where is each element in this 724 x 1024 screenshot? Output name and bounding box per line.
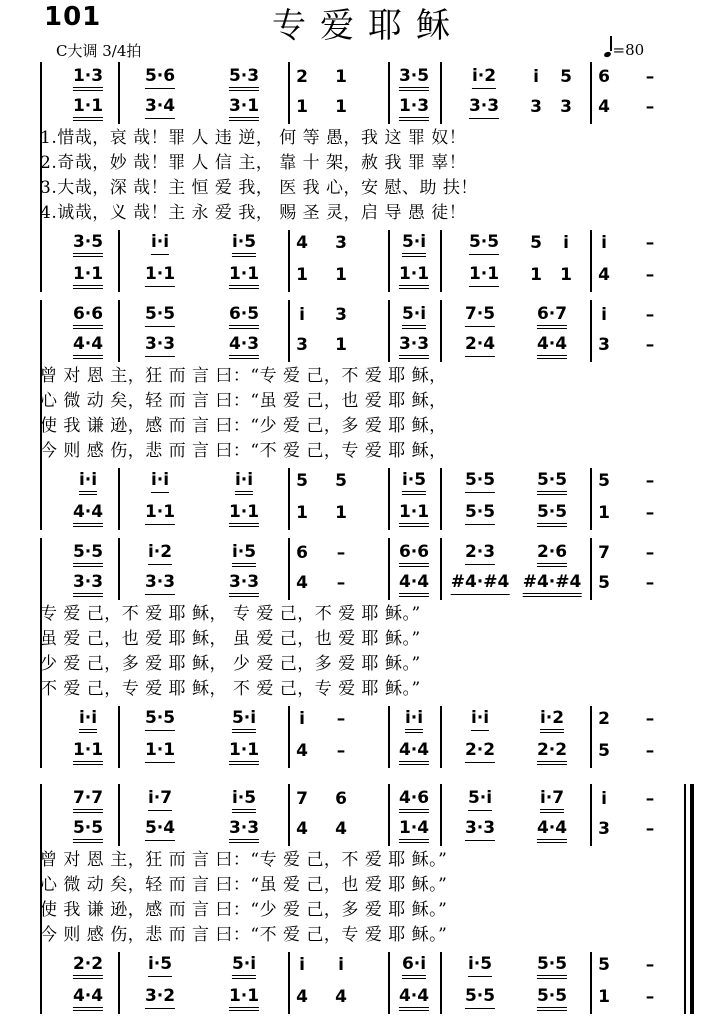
notation-row bbox=[0, 264, 724, 290]
lyric-line: 曾 对 恩 主，狂 而 言 曰：“专 爱 己，不 爱 耶 稣， bbox=[40, 366, 447, 386]
note-cell: i bbox=[601, 789, 607, 809]
note-cell: 5·i bbox=[402, 232, 426, 257]
note-cell: i bbox=[563, 233, 569, 253]
note-cell: 4·4 bbox=[399, 572, 429, 597]
note-cell: 3 bbox=[560, 97, 572, 117]
note-cell: 5·5 bbox=[537, 954, 567, 979]
note-cell: – bbox=[336, 709, 346, 729]
note-cell: 3 bbox=[598, 819, 610, 839]
note-cell: 1 bbox=[598, 503, 610, 523]
note-cell: 4·4 bbox=[399, 740, 429, 765]
notation-row bbox=[0, 740, 724, 766]
lyric-line: 曾 对 恩 主，狂 而 言 曰：“专 爱 己，不 爱 耶 稣。” bbox=[40, 850, 448, 870]
note-cell: 4·4 bbox=[399, 986, 429, 1011]
note-cell: 4 bbox=[598, 97, 610, 117]
note-cell: 1·1 bbox=[73, 264, 103, 289]
note-cell: 1·1 bbox=[399, 264, 429, 289]
note-cell: – bbox=[336, 543, 346, 563]
note-cell: 4·4 bbox=[73, 334, 103, 359]
note-cell: 3·3 bbox=[469, 96, 499, 119]
note-cell: 5 bbox=[560, 67, 572, 87]
note-cell: 5·3 bbox=[229, 66, 259, 91]
note-cell: 2 bbox=[598, 709, 610, 729]
note-cell: 1·1 bbox=[229, 264, 259, 289]
note-cell: 5·5 bbox=[145, 304, 175, 327]
lyric-line: 今 则 感 伤，悲 而 言 曰：“不 爱 己，专 爱 耶 稣。” bbox=[40, 925, 448, 945]
lyric-line: 2.奇哉，妙 哉！罪 人 信 主， 靠 十 架，赦 我 罪 辜！ bbox=[40, 153, 467, 173]
notation-row bbox=[0, 986, 724, 1012]
note-cell: i bbox=[299, 955, 305, 975]
note-cell: 1 bbox=[296, 97, 308, 117]
note-cell: 5·5 bbox=[537, 986, 567, 1011]
note-cell: – bbox=[336, 573, 346, 593]
note-cell: i·5 bbox=[148, 954, 172, 977]
note-cell: i·2 bbox=[472, 66, 496, 89]
note-cell: 3·5 bbox=[399, 66, 429, 91]
note-cell: 1·1 bbox=[469, 264, 499, 287]
note-cell: 4 bbox=[296, 573, 308, 593]
note-cell: 4 bbox=[598, 265, 610, 285]
note-cell: 6·7 bbox=[537, 304, 567, 329]
note-cell: 5·5 bbox=[73, 818, 103, 843]
hymn-number: 101 bbox=[44, 2, 102, 32]
note-cell: 3·3 bbox=[465, 818, 495, 841]
note-cell: i·i bbox=[151, 470, 169, 493]
note-cell: 4 bbox=[296, 819, 308, 839]
note-cell: 5 bbox=[530, 233, 542, 253]
note-cell: 3 bbox=[530, 97, 542, 117]
note-cell: 1 bbox=[296, 265, 308, 285]
note-cell: i·i bbox=[235, 470, 253, 495]
note-cell: 5·4 bbox=[145, 818, 175, 841]
note-cell: – bbox=[645, 471, 655, 491]
note-cell: 4 bbox=[296, 987, 308, 1007]
note-cell: 5 bbox=[598, 471, 610, 491]
note-cell: 3·3 bbox=[145, 572, 175, 595]
notation-row bbox=[0, 788, 724, 814]
tempo-value: =80 bbox=[612, 41, 645, 59]
final-bar-thick bbox=[690, 784, 694, 1014]
note-cell: i·2 bbox=[540, 708, 564, 733]
note-cell: #4·#4 bbox=[451, 572, 510, 595]
note-cell: 2·2 bbox=[465, 740, 495, 763]
note-cell: 3·4 bbox=[145, 96, 175, 119]
note-cell: 2·4 bbox=[465, 334, 495, 357]
note-cell: 1 bbox=[560, 265, 572, 285]
note-cell: i bbox=[299, 709, 305, 729]
note-cell: 1·3 bbox=[399, 96, 429, 121]
note-cell: 3 bbox=[335, 233, 347, 253]
note-cell: 2·3 bbox=[465, 542, 495, 565]
key-meter: C大调 3/4拍 bbox=[56, 42, 142, 60]
note-cell: 5·i bbox=[402, 304, 426, 329]
lyric-line: 使 我 谦 逊，感 而 言 曰：“少 爱 己，多 爱 耶 稣， bbox=[40, 416, 447, 436]
note-cell: – bbox=[645, 67, 655, 87]
note-cell: 5 bbox=[598, 955, 610, 975]
note-cell: 6 bbox=[335, 789, 347, 809]
note-cell: – bbox=[645, 233, 655, 253]
note-cell: – bbox=[645, 789, 655, 809]
note-cell: 6·6 bbox=[399, 542, 429, 567]
note-cell: 1·1 bbox=[145, 264, 175, 287]
note-cell: 3·3 bbox=[229, 818, 259, 843]
note-cell: i bbox=[299, 305, 305, 325]
note-cell: 3·3 bbox=[229, 572, 259, 597]
tempo-marking bbox=[604, 40, 644, 59]
note-cell: 4 bbox=[296, 741, 308, 761]
note-cell: 6·6 bbox=[73, 304, 103, 329]
note-cell: 7·7 bbox=[73, 788, 103, 813]
lyric-line: 使 我 谦 逊，感 而 言 曰：“少 爱 己，多 爱 耶 稣。” bbox=[40, 900, 448, 920]
note-cell: 4 bbox=[335, 987, 347, 1007]
note-cell: 4·4 bbox=[537, 334, 567, 359]
notation-row bbox=[0, 708, 724, 734]
note-cell: 4·4 bbox=[73, 502, 103, 527]
note-cell: 1·1 bbox=[73, 740, 103, 765]
note-cell: – bbox=[645, 955, 655, 975]
note-cell: – bbox=[645, 741, 655, 761]
notation-row bbox=[0, 542, 724, 568]
final-bar-thin bbox=[684, 784, 686, 1014]
note-cell: 2·2 bbox=[537, 740, 567, 765]
note-cell: 5 bbox=[335, 471, 347, 491]
note-cell: 3·3 bbox=[145, 334, 175, 357]
note-cell: 2·6 bbox=[537, 542, 567, 567]
note-cell: 5·5 bbox=[465, 502, 495, 525]
note-cell: i·7 bbox=[148, 788, 172, 811]
note-cell: i bbox=[601, 305, 607, 325]
note-cell: 4·4 bbox=[73, 986, 103, 1011]
note-cell: 1·1 bbox=[145, 740, 175, 763]
note-cell: – bbox=[645, 987, 655, 1007]
hymn-title: 专爱耶稣 bbox=[272, 6, 464, 46]
note-cell: 5·5 bbox=[537, 470, 567, 495]
note-cell: 3 bbox=[296, 335, 308, 355]
note-cell: i·5 bbox=[468, 954, 492, 977]
note-cell: i·i bbox=[151, 232, 169, 255]
note-cell: – bbox=[645, 335, 655, 355]
lyric-line: 今 则 感 伤，悲 而 言 曰：“不 爱 己，专 爱 耶 稣， bbox=[40, 441, 447, 461]
note-cell: 1 bbox=[598, 987, 610, 1007]
note-cell: i·7 bbox=[540, 788, 564, 813]
note-cell: – bbox=[645, 265, 655, 285]
note-cell: 6 bbox=[598, 67, 610, 87]
note-cell: i·5 bbox=[402, 470, 426, 495]
note-cell: 5·5 bbox=[465, 986, 495, 1009]
note-cell: 5·5 bbox=[465, 470, 495, 493]
note-cell: 5·5 bbox=[469, 232, 499, 255]
lyric-line: 不 爱 己，专 爱 耶 稣， 不 爱 己，专 爱 耶 稣。” bbox=[40, 679, 421, 699]
note-cell: 6 bbox=[296, 543, 308, 563]
lyric-line: 心 微 动 矣，轻 而 言 曰：“虽 爱 己，也 爱 耶 稣， bbox=[40, 391, 447, 411]
note-cell: 4·3 bbox=[229, 334, 259, 359]
lyric-line: 4.诚哉，义 哉！主 永 爱 我， 赐 圣 灵，启 导 愚 徒！ bbox=[40, 203, 467, 223]
lyric-line: 心 微 动 矣，轻 而 言 曰：“虽 爱 己，也 爱 耶 稣。” bbox=[40, 875, 448, 895]
notation-row bbox=[0, 304, 724, 330]
notation-row bbox=[0, 232, 724, 258]
lyric-line: 少 爱 己，多 爱 耶 稣， 少 爱 己，多 爱 耶 稣。” bbox=[40, 654, 421, 674]
note-cell: 7 bbox=[296, 789, 308, 809]
note-cell: 5 bbox=[598, 741, 610, 761]
note-cell: 5·5 bbox=[73, 542, 103, 567]
note-cell: 5 bbox=[296, 471, 308, 491]
note-cell: 5·5 bbox=[537, 502, 567, 527]
lyric-line: 专 爱 己，不 爱 耶 稣， 专 爱 己，不 爱 耶 稣。” bbox=[40, 604, 421, 624]
note-cell: 1·1 bbox=[73, 96, 103, 121]
note-cell: 7 bbox=[598, 543, 610, 563]
note-cell: 3·5 bbox=[73, 232, 103, 257]
note-cell: i bbox=[338, 955, 344, 975]
lyric-line: 1.惜哉，哀 哉！罪 人 违 逆， 何 等 愚，我 这 罪 奴！ bbox=[40, 128, 467, 148]
note-cell: 1·3 bbox=[73, 66, 103, 91]
note-cell: 1·1 bbox=[229, 502, 259, 527]
note-cell: 4·4 bbox=[537, 818, 567, 843]
note-cell: 5·i bbox=[468, 788, 492, 811]
note-cell: – bbox=[645, 503, 655, 523]
notation-row bbox=[0, 572, 724, 598]
notation-row bbox=[0, 502, 724, 528]
note-cell: – bbox=[645, 305, 655, 325]
note-cell: 6·5 bbox=[229, 304, 259, 329]
lyric-line: 3.大哉，深 哉！主 恒 爱 我， 医 我 心，安 慰、助 扶！ bbox=[40, 178, 478, 198]
notation-row bbox=[0, 66, 724, 92]
note-cell: 1 bbox=[335, 97, 347, 117]
note-cell: 3·3 bbox=[399, 334, 429, 359]
note-cell: 3·1 bbox=[229, 96, 259, 121]
note-cell: 1·4 bbox=[399, 818, 429, 843]
note-cell: – bbox=[645, 573, 655, 593]
note-cell: 7·5 bbox=[465, 304, 495, 327]
notation-row bbox=[0, 954, 724, 980]
note-cell: i·5 bbox=[232, 788, 256, 813]
note-cell: 6·i bbox=[402, 954, 426, 979]
note-cell: – bbox=[645, 543, 655, 563]
note-cell: 1 bbox=[335, 265, 347, 285]
note-cell: i·i bbox=[405, 708, 423, 733]
note-cell: 2·2 bbox=[73, 954, 103, 979]
note-cell: i bbox=[601, 233, 607, 253]
note-cell: #4·#4 bbox=[523, 572, 582, 597]
note-cell: 3·2 bbox=[145, 986, 175, 1009]
note-cell: – bbox=[645, 97, 655, 117]
note-cell: 1 bbox=[296, 503, 308, 523]
note-cell: 1 bbox=[335, 67, 347, 87]
note-cell: 5·i bbox=[232, 954, 256, 979]
notation-row bbox=[0, 470, 724, 496]
note-cell: 1 bbox=[530, 265, 542, 285]
note-cell: 1·1 bbox=[229, 986, 259, 1011]
note-cell: – bbox=[645, 819, 655, 839]
note-cell: 2 bbox=[296, 67, 308, 87]
note-cell: 3 bbox=[598, 335, 610, 355]
note-cell: 4·6 bbox=[399, 788, 429, 813]
note-cell: i·i bbox=[79, 708, 97, 733]
note-cell: 1·1 bbox=[145, 502, 175, 525]
note-cell: 1 bbox=[335, 335, 347, 355]
note-cell: 3·3 bbox=[73, 572, 103, 597]
note-cell: 4 bbox=[335, 819, 347, 839]
note-cell: 4 bbox=[296, 233, 308, 253]
note-cell: i·i bbox=[79, 470, 97, 495]
notation-row bbox=[0, 334, 724, 360]
note-cell: 1·1 bbox=[399, 502, 429, 527]
note-cell: – bbox=[645, 709, 655, 729]
note-cell: 3 bbox=[335, 305, 347, 325]
lyric-line: 虽 爱 己，也 爱 耶 稣， 虽 爱 己，也 爱 耶 稣。” bbox=[40, 629, 421, 649]
note-cell: i·5 bbox=[232, 232, 256, 257]
note-cell: 1·1 bbox=[229, 740, 259, 765]
note-cell: i·2 bbox=[148, 542, 172, 565]
notation-row bbox=[0, 818, 724, 844]
note-cell: 5·6 bbox=[145, 66, 175, 89]
note-cell: 5 bbox=[598, 573, 610, 593]
note-cell: 5·i bbox=[232, 708, 256, 733]
note-cell: 5·5 bbox=[145, 708, 175, 731]
note-cell: – bbox=[336, 741, 346, 761]
notation-row bbox=[0, 96, 724, 122]
note-cell: i·5 bbox=[232, 542, 256, 567]
note-cell: 1 bbox=[335, 503, 347, 523]
note-cell: i bbox=[533, 67, 539, 87]
quarter-note-icon bbox=[604, 41, 613, 59]
note-cell: i·i bbox=[471, 708, 489, 731]
